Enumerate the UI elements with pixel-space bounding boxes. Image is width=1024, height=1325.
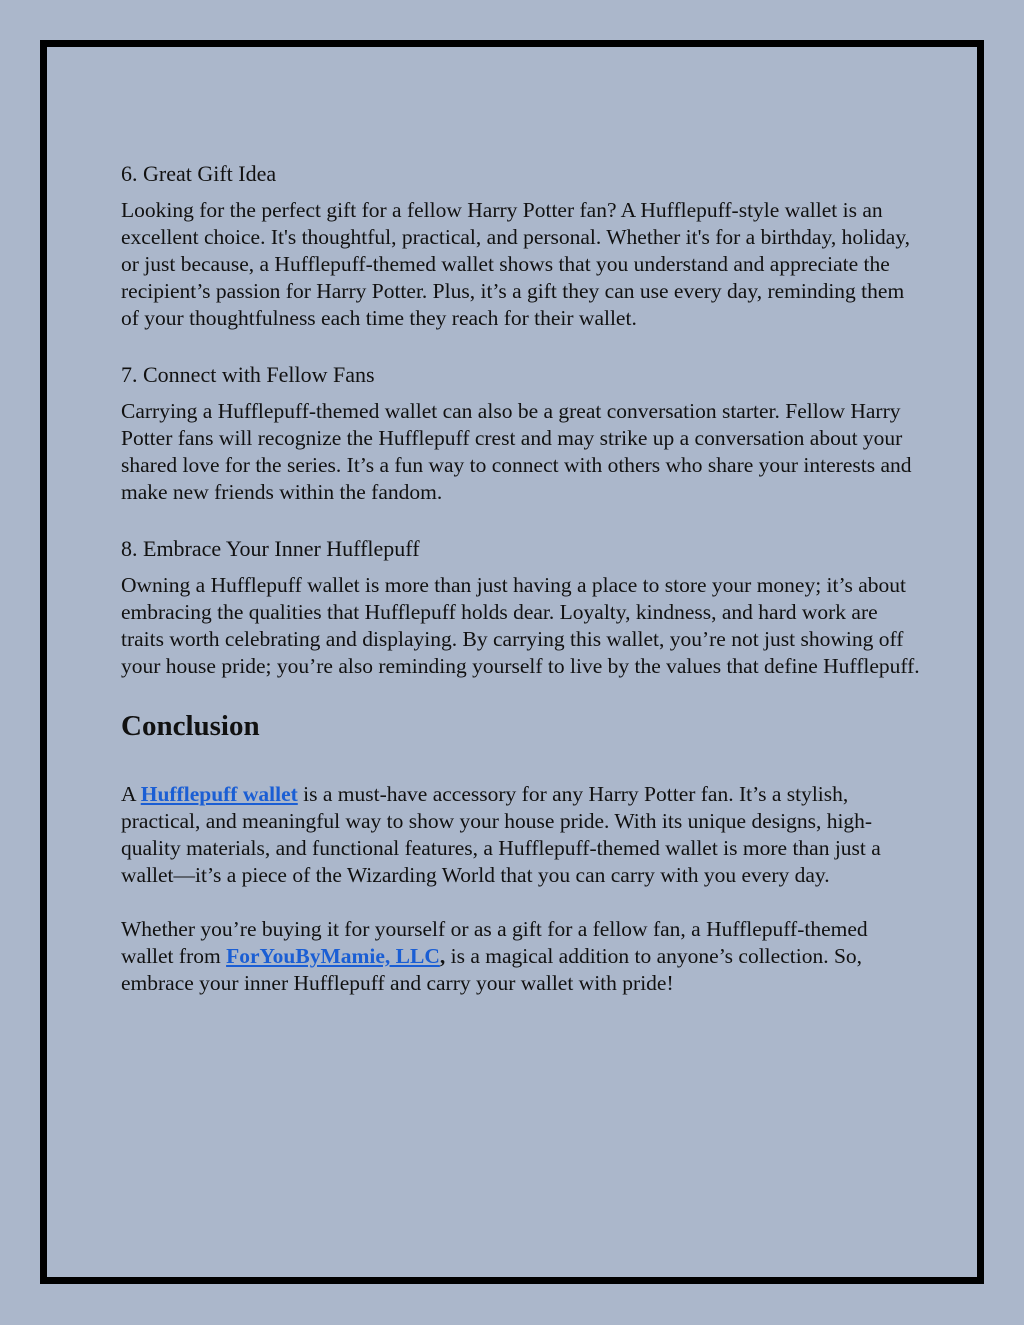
foryoubymamie-link[interactable]: ForYouByMamie, LLC xyxy=(226,944,440,968)
text-run: A xyxy=(121,782,141,806)
section-embrace-inner-hufflepuff xyxy=(121,535,921,680)
text-run: Whether you’re buying it for yourself or as a gift for a fellow fan, a Hufflepuff-themed wallet from xyxy=(121,917,868,968)
text-run: is a must-have accessory for any Harry Potter fan. It’s a stylish, practical, and meaningful way to show your house pride. With its unique designs, high-quality materials, and functional features, a Hufflepuff-themed wallet is more than just a wallet—it’s a piece of the Wizarding World that you can carry with you every day. xyxy=(121,782,881,887)
section-paragraph: Carrying a Hufflepuff-themed wallet can also be a great conversation starter. Fellow Harry Potter fans will recognize the Hufflepuff crest and may strike up a conversation about your shared love for the series. It’s a fun way to connect with others who share your interests and make new friends within the fandom. xyxy=(121,399,912,504)
text-run-comma: , xyxy=(439,944,446,968)
section-paragraph: Owning a Hufflepuff wallet is more than just having a place to store your money; it’s about embracing the qualities that Hufflepuff holds dear. Loyalty, kindness, and hard work are traits worth celebrating and displaying. By carrying this wallet, you’re not just showing off your house pride; you’re also reminding yourself to live by the values that define Hufflepuff. xyxy=(121,573,920,678)
conclusion-paragraph-1 xyxy=(121,781,921,889)
hufflepuff-wallet-link[interactable]: Hufflepuff wallet xyxy=(140,782,298,806)
document-body xyxy=(121,160,921,997)
section-heading: 8. Embrace Your Inner Hufflepuff xyxy=(121,536,420,561)
section-heading: 7. Connect with Fellow Fans xyxy=(121,362,375,387)
section-great-gift-idea xyxy=(121,160,921,332)
section-connect-with-fans xyxy=(121,361,921,506)
conclusion-heading: Conclusion xyxy=(121,710,260,742)
section-paragraph: Looking for the perfect gift for a fellow Harry Potter fan? A Hufflepuff-style wallet is an excellent choice. It's thoughtful, practical, and personal. Whether it's for a birthday, holiday, or just because, a Hufflepuff-themed wallet shows that you understand and appreciate the recipient’s passion for Harry Potter. Plus, it’s a gift they can use every day, reminding them of your thoughtfulness each time they reach for their wallet. xyxy=(121,198,911,330)
conclusion-paragraph-2 xyxy=(121,916,921,997)
section-heading: 6. Great Gift Idea xyxy=(121,161,277,186)
text-run: is a magical addition to anyone’s collection. So, embrace your inner Hufflepuff and carry your wallet with pride! xyxy=(121,944,863,995)
